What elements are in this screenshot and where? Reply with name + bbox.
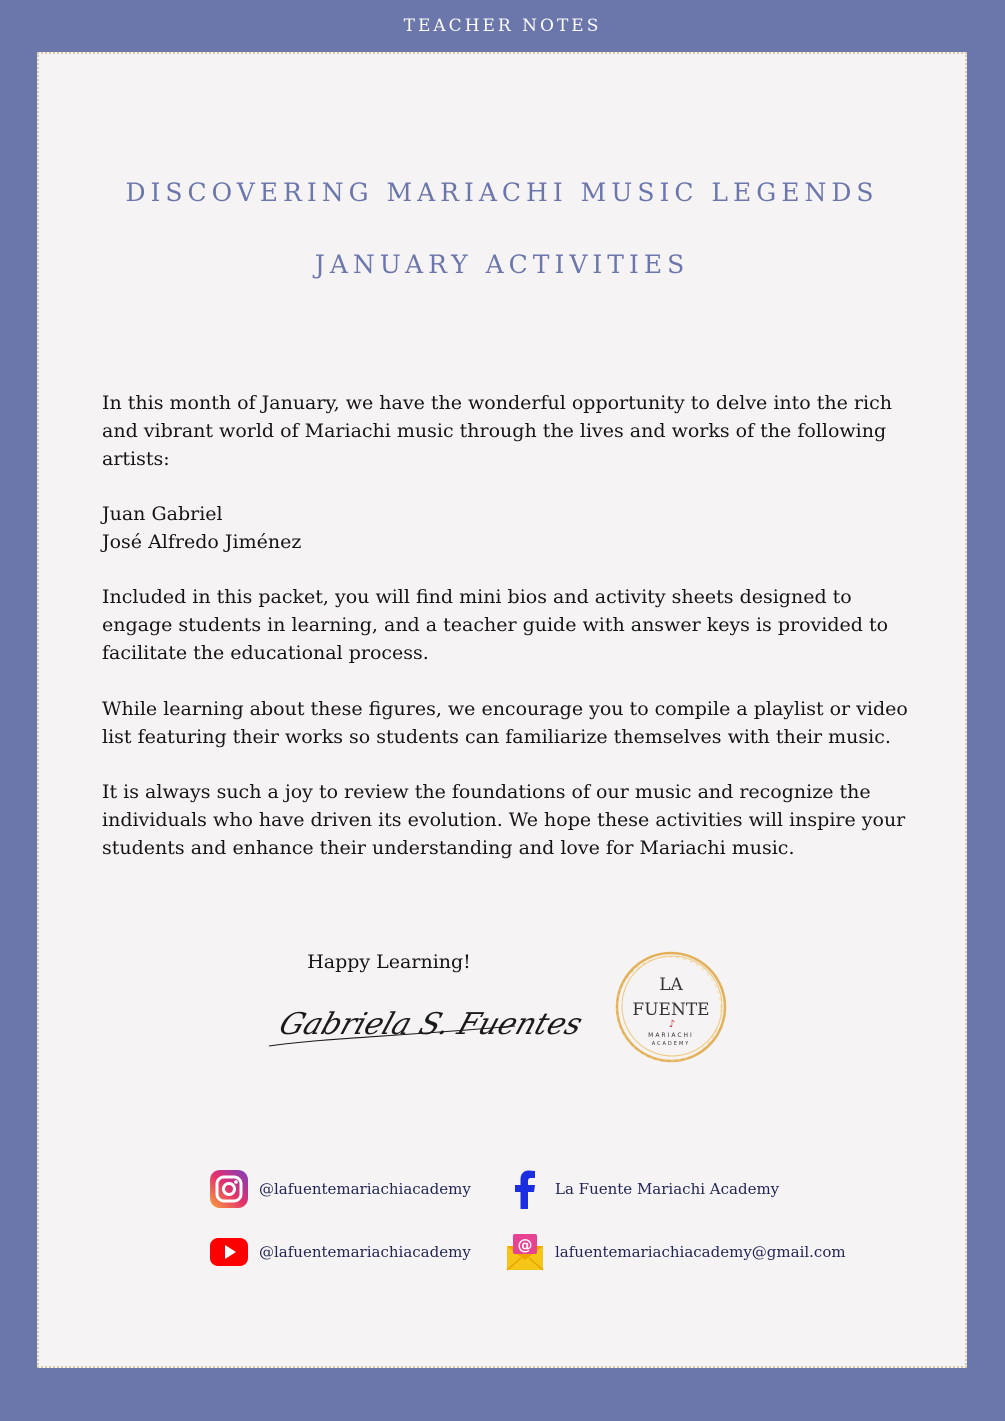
closing-paragraph-text: It is always such a joy to review the foundations of our music and recognize the individuals who have driven its evolution. We hope these activities will inspire your students and enhance their understanding and love for Mariachi music. — [102, 781, 906, 859]
playlist-paragraph — [102, 695, 912, 751]
page-subtitle: JANUARY ACTIVITIES — [314, 250, 690, 279]
facebook-name[interactable]: La Fuente Mariachi Academy — [555, 1180, 780, 1198]
logo-line2: FUENTE — [632, 1000, 710, 1020]
logo-line4: ACADEMY — [651, 1041, 691, 1047]
academy-logo — [611, 947, 731, 1067]
closing-paragraph — [102, 778, 912, 862]
intro-paragraph — [102, 389, 912, 473]
youtube-icon — [209, 1232, 249, 1272]
playlist-text: While learning about these figures, we encourage you to compile a playlist or video list featuring their works so students can familiarize themselves with their music. — [102, 698, 908, 748]
music-note-icon: ♪ — [668, 1019, 676, 1030]
youtube-handle[interactable]: @lafuentemariachiacademy — [259, 1243, 471, 1261]
facebook-icon — [505, 1169, 545, 1209]
email-icon — [505, 1232, 545, 1272]
intro-text: In this month of January, we have the wonderful opportunity to delve into the rich and vibrant world of Mariachi music through the lives and works of the following artists: — [102, 392, 892, 470]
artist-item: José Alfredo Jiménez — [102, 531, 302, 553]
svg-text:@: @ — [517, 1236, 533, 1254]
notes-sheet — [37, 52, 967, 1368]
instagram-contact[interactable] — [209, 1169, 471, 1209]
signature-text: Gabriela S. Fuentes — [274, 1006, 587, 1042]
instagram-icon — [209, 1169, 249, 1209]
facebook-contact[interactable] — [505, 1169, 779, 1209]
email-address[interactable]: lafuentemariachiacademy@gmail.com — [555, 1243, 846, 1261]
packet-text: Included in this packet, you will find mini bios and activity sheets designed to engage students in learning, and a teacher guide with answer keys is provided to facilitate the educational process. — [102, 586, 889, 664]
email-contact[interactable] — [505, 1232, 846, 1272]
youtube-contact[interactable] — [209, 1232, 471, 1272]
signature — [265, 986, 587, 1056]
artist-item: Juan Gabriel — [102, 503, 223, 525]
page-title: DISCOVERING MARIACHI MUSIC LEGENDS — [125, 178, 879, 207]
instagram-handle[interactable]: @lafuentemariachiacademy — [259, 1180, 471, 1198]
artist-list — [102, 500, 912, 556]
logo-line3: MARIACHI — [648, 1032, 694, 1039]
packet-paragraph — [102, 583, 912, 667]
header-label: TEACHER NOTES — [403, 16, 602, 36]
logo-line1: LA — [659, 975, 683, 995]
closing-line: Happy Learning! — [307, 951, 471, 973]
